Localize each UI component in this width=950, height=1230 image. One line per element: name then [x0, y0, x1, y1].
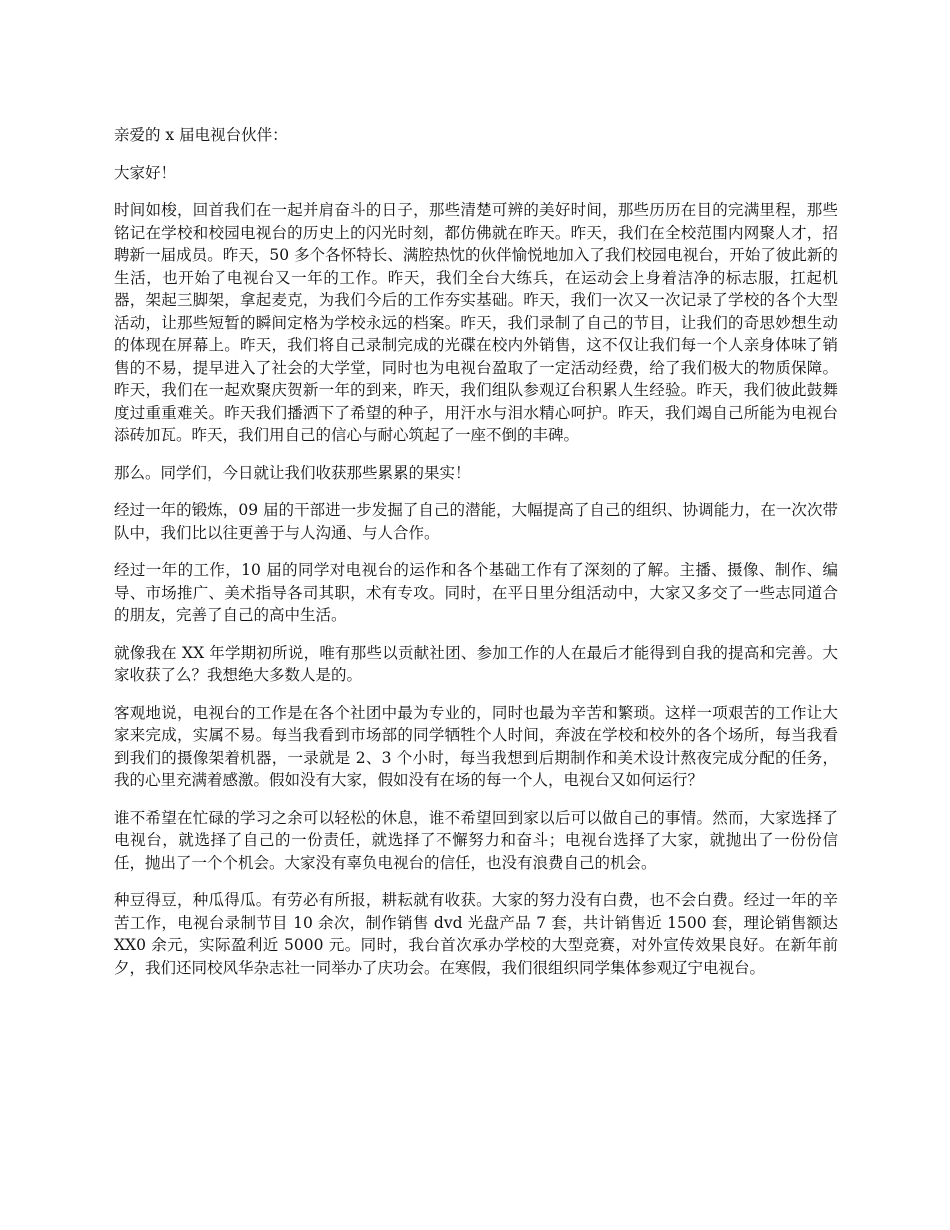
greeting: 大家好！	[114, 163, 177, 182]
paragraph-hard-work: 客观地说，电视台的工作是在各个社团中最为专业的，同时也最为辛苦和繁琐。这样一项艰苦的工作让大家来完成，实属不易。每当我看到市场部的同学牺牲个人时间，奔波在学校和校外的各个场所，每当我看到我们的摄像架着机器，一录就是 2、3 个小时，每当我想到后期制作和美术设计熬夜完成分配的任务，我的心里充满着感激。假如没有大家，假如没有在场的每一个人，电视台又如何运行？	[114, 703, 838, 789]
paragraph-semester-start: 就像我在 XX 年学期初所说，唯有那些以贡献社团、参加工作的人在最后才能得到自我的提高和完善。大家收获了么？我想绝大多数人是的。	[114, 643, 838, 684]
paragraph-harvest: 那么。同学们，今日就让我们收获那些累累的果实！	[114, 463, 471, 482]
paragraph-responsibility: 谁不希望在忙碌的学习之余可以轻松的休息，谁不希望回到家以后可以做自己的事情。然而，大家选择了电视台，就选择了自己的一份责任，就选择了不懈努力和奋斗；电视台选择了大家，就抛出了一份份信任，抛出了一个个机会。大家没有辜负电视台的信任，也没有浪费自己的机会。	[114, 808, 838, 872]
paragraph-reflection: 时间如梭，回首我们在一起并肩奋斗的日子，那些清楚可辨的美好时间，那些历历在目的完满里程，那些铭记在学校和校园电视台的历史上的闪光时刻，都仿佛就在昨天。昨天，我们在全校范围内网聚人才，招聘新一届成员。昨天，50 多个各怀特长、满腔热忱的伙伴愉悦地加入了我们校园电视台，开始了彼此新的生活，也开始了电视台又一年的工作。昨天，我们全台大练兵，在运动会上身着洁净的标志服，扛起机器，架起三脚架，拿起麦克，为我们今后的工作夯实基础。昨天，我们一次又一次记录了学校的各个大型活动，让那些短暂的瞬间定格为学校永远的档案。昨天，我们录制了自己的节目，让我们的奇思妙想生动的体现在屏幕上。昨天，我们将自己录制完成的光碟在校内外销售，这不仅让我们每一个人亲身体味了销售的不易，提早进入了社会的大学堂，同时也为电视台盈取了一定活动经费，给了我们极大的物质保障。昨天，我们在一起欢聚庆贺新一年的到来，昨天，我们组队参观辽台积累人生经验。昨天，我们彼此鼓舞度过重重难关。昨天我们播洒下了希望的种子，用汗水与泪水精心呵护。昨天，我们竭自己所能为电视台添砖加瓦。昨天，我们用自己的信心与耐心筑起了一座不倒的丰碑。	[114, 201, 838, 444]
paragraph-10-students: 经过一年的工作，10 届的同学对电视台的运作和各个基础工作有了深刻的了解。主播、摄像、制作、编导、市场推广、美术指导各司其职，术有专攻。同时，在平日里分组活动中，大家又多交了一些志同道合的朋友，完善了自己的高中生活。	[114, 561, 838, 624]
paragraph-achievements: 种豆得豆，种瓜得瓜。有劳必有所报，耕耘就有收获。大家的努力没有白费，也不会白费。经过一年的辛苦工作，电视台录制节目 10 余次，制作销售 dvd 光盘产品 7 套，共计销售近 1500 套，理论销售额达 XX0 余元，实际盈利近 5000 元。同时，我台首次承办学校的大型竞赛，对外宣传效果良好。在新年前夕，我们还同校风华杂志社一同举办了庆功会。在寒假，我们很组织同学集体参观辽宁电视台。	[114, 891, 838, 977]
salutation: 亲爱的 x 届电视台伙伴：	[114, 126, 288, 144]
paragraph-09-cadres: 经过一年的锻炼，09 届的干部进一步发掘了自己的潜能，大幅提高了自己的组织、协调能力，在一次次带队中，我们比以往更善于与人沟通、与人合作。	[114, 501, 838, 542]
